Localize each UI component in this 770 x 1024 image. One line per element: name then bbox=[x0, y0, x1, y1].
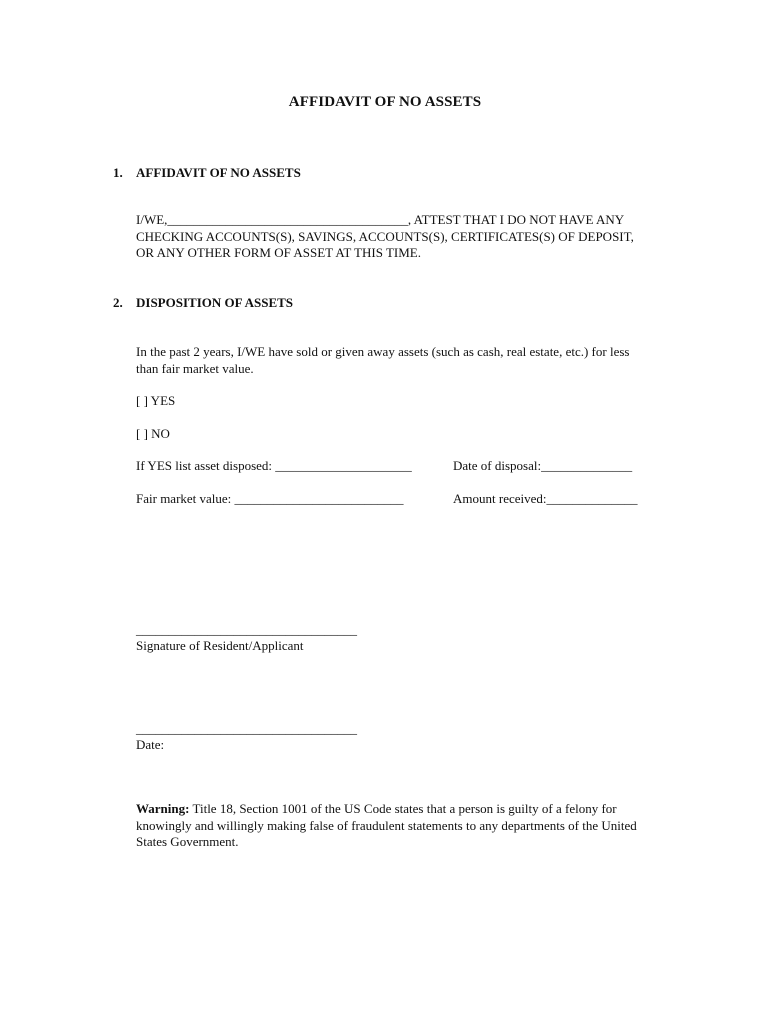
fair-market-value-field[interactable]: Fair market value: __________________________ bbox=[136, 491, 404, 506]
section-2-number: 2. bbox=[113, 295, 123, 310]
date-label: Date: bbox=[136, 737, 165, 752]
document-title: AFFIDAVIT OF NO ASSETS bbox=[288, 94, 482, 110]
signature-line[interactable]: __________________________________ bbox=[136, 622, 357, 637]
warning-paragraph bbox=[136, 801, 686, 851]
warning-text: Title 18, Section 1001 of the US Code states that a person is guilty of a felony for bbox=[189, 801, 617, 816]
attestation-line: CHECKING ACCOUNTS(S), SAVINGS, ACCOUNTS(S), CERTIFICATES(S) OF DEPOSIT, bbox=[136, 228, 634, 244]
disposition-intro bbox=[136, 344, 686, 377]
disposition-intro-line: than fair market value. bbox=[136, 360, 254, 376]
attestation-line: OR ANY OTHER FORM OF ASSET AT THIS TIME. bbox=[136, 245, 421, 260]
section-1-number: 1. bbox=[113, 165, 123, 180]
disposition-intro-line: In the past 2 years, I/WE have sold or given away assets (such as cash, real estate, etc.) for less bbox=[136, 344, 630, 359]
asset-disposed-field[interactable]: If YES list asset disposed: _____________________ bbox=[136, 458, 412, 473]
section-2-heading: DISPOSITION OF ASSETS bbox=[136, 295, 294, 310]
no-checkbox[interactable]: [ ] NO bbox=[136, 426, 170, 441]
attestation-line: I/WE,_____________________________________, ATTEST THAT I DO NOT HAVE ANY bbox=[136, 212, 625, 227]
date-of-disposal-field[interactable]: Date of disposal:______________ bbox=[453, 458, 633, 473]
attestation-paragraph bbox=[136, 212, 686, 262]
date-signature-line[interactable]: __________________________________ bbox=[136, 721, 357, 736]
warning-label: Warning: bbox=[136, 801, 190, 816]
yes-checkbox[interactable]: [ ] YES bbox=[136, 393, 176, 408]
section-1-heading: AFFIDAVIT OF NO ASSETS bbox=[136, 165, 301, 180]
amount-received-field[interactable]: Amount received:______________ bbox=[453, 491, 638, 506]
signature-label: Signature of Resident/Applicant bbox=[136, 638, 304, 653]
warning-text: States Government. bbox=[136, 834, 239, 849]
warning-text: knowingly and willingly making false of fraudulent statements to any departments of the United bbox=[136, 817, 637, 833]
